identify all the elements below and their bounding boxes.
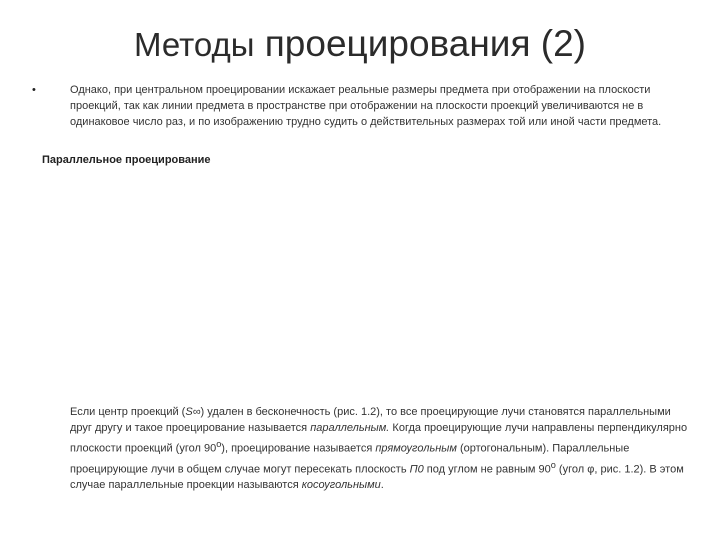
- title-part-2: проецирования (2): [254, 23, 586, 64]
- para-seg-5: (ортогональным). Параллельные проецирующие лучи в общем случае могут пересекать плоскость: [70, 442, 630, 476]
- title-part-1: Методы: [134, 26, 255, 63]
- term-parallel: параллельным.: [310, 422, 390, 434]
- bullet-item: [32, 82, 672, 130]
- term-rectangular: прямоугольным: [375, 442, 457, 455]
- degree-mark-1: о: [216, 439, 222, 449]
- section-heading: Параллельное проецирование: [42, 154, 211, 166]
- plane-p0: П0: [409, 463, 424, 476]
- para-seg-2: ) удален в бесконечность (рис. 1.2), то все проецирующие лучи становятся параллельными друг другу и такое проецирование называется: [70, 406, 671, 434]
- term-oblique: косоугольными: [301, 479, 381, 492]
- para-seg-6: под углом не равным 90: [423, 463, 551, 476]
- para-seg-3: Когда проецирующие лучи направлены перпендикулярно плоскости проекций (угол 90: [70, 422, 688, 455]
- para-seg-1: Если центр проекций (: [70, 406, 186, 418]
- body-paragraph: [70, 404, 690, 493]
- degree-mark-2: о: [550, 459, 556, 470]
- s-infinity-symbol: S∞: [185, 406, 201, 418]
- bullet-text: Однако, при центральном проецировании искажает реальные размеры предмета при отображении на плоскости проекций, так как линии предмета в пространстве при отображении на плоскости проекций увеличиваются не в одинаковое число раз, и по изображению трудно судить о действительных размерах той или иной части предмета.: [70, 84, 662, 128]
- bullet-marker: •: [32, 84, 36, 96]
- para-seg-8: .: [380, 479, 384, 492]
- para-seg-7: (угол φ, рис. 1.2). В этом случае параллельные проекции называются: [70, 463, 684, 492]
- para-seg-4: ), проецирование называется: [221, 442, 376, 455]
- slide-title: [0, 22, 720, 67]
